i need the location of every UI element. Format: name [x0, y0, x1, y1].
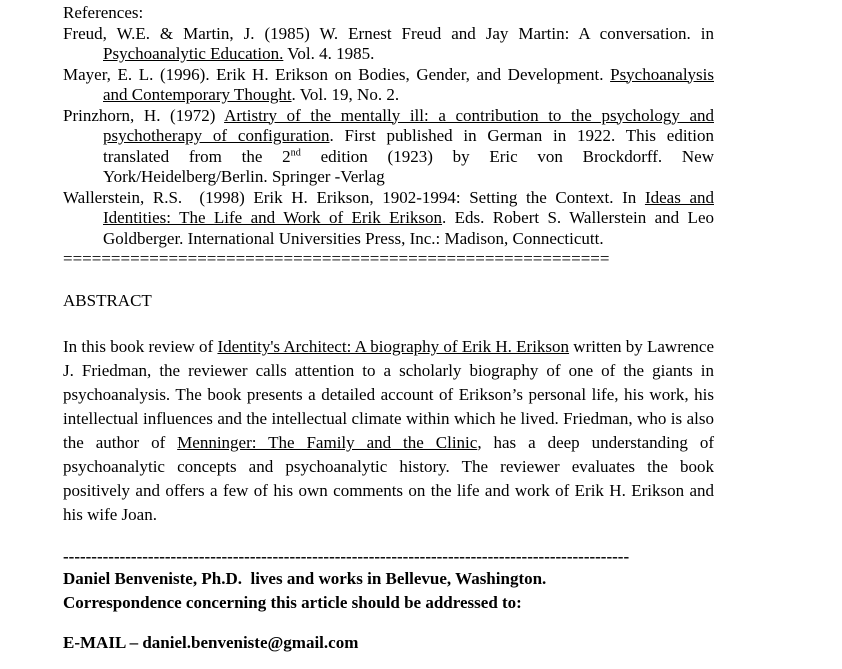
reference-entry-wallerstein — [63, 188, 714, 250]
text-segment: Prinzhorn, H. (1972) — [63, 105, 225, 125]
text-segment: . Eds. Robert S. Wallerstein and Leo Goldberger. International Universities Press, Inc.: Madison, Connecticutt. — [103, 208, 714, 248]
text-segment: , has a deep understanding of psychoanalytic concepts and psychoanalytic history. The reviewer evaluates the book positively and offers a few of his own comments on the life and work of Erik H. Erikson and his wife Joan. — [63, 433, 714, 524]
text-segment: Vol. 4. 1985. — [283, 44, 375, 63]
text-segment: Freud, W.E. & Martin, J. (1985) W. Ernest Freud and Jay Martin: A conversation. in — [63, 23, 714, 43]
text-segment: Mayer, E. L. (1996). Erik H. Erikson on Bodies, Gender, and Development. — [63, 64, 611, 84]
references-heading: References: — [63, 3, 144, 22]
superscript-ordinal: nd — [290, 146, 301, 158]
reference-entry-freud — [63, 24, 714, 65]
underlined-title: Identity's Architect: A biography of Erik H. Erikson — [217, 337, 570, 356]
email-line: E-MAIL – daniel.benveniste@gmail.com — [63, 633, 359, 652]
text-segment: written by Lawrence J. Friedman, the reviewer calls attention to a scholarly biography of one of the giants in psychoanalysis. The book presents a detailed account of Erikson’s personal life, his work, his intellectual influences and the intellectual climate within which he lived. Friedman, who is also the author of — [63, 337, 714, 452]
dashed-separator: ---------------------------------------------------------------------------------------------------- — [63, 547, 630, 566]
equals-separator: ========================================================= — [63, 249, 610, 268]
references-section — [63, 3, 714, 249]
abstract-heading: ABSTRACT — [63, 290, 152, 310]
underlined-title: Ideas and Identities: The Life and Work of Erik Erikson — [103, 187, 714, 227]
reference-entry-mayer — [63, 65, 714, 106]
reference-entry-prinzhorn — [63, 106, 714, 188]
abstract-paragraph — [63, 335, 714, 527]
underlined-title: Psychoanalysis and Contemporary Thought — [103, 64, 714, 104]
text-segment: . Vol. 19, No. 2. — [291, 85, 400, 104]
underlined-title: Menninger: The Family and the Clinic — [177, 433, 478, 452]
underlined-title: Psychoanalytic Education. — [103, 44, 284, 63]
text-segment: edition (1923) by Eric von Brockdorff. New York/Heidelberg/Berlin. Springer -Verlag — [103, 146, 715, 186]
correspondence-line: Correspondence concerning this article should be addressed to: — [63, 593, 522, 612]
text-segment: . First published in German in 1922. This edition translated from the 2 — [103, 126, 714, 166]
text-segment: In this book review of — [63, 337, 218, 356]
text-segment: Wallerstein, R.S. (1998) Erik H. Erikson, 1902-1994: Setting the Context. In — [63, 187, 645, 207]
author-bio-line: Daniel Benveniste, Ph.D. lives and works in Bellevue, Washington. — [63, 569, 547, 588]
underlined-title: Artistry of the mentally ill: a contribution to the psychology and psychotherapy of configuration — [103, 105, 714, 145]
